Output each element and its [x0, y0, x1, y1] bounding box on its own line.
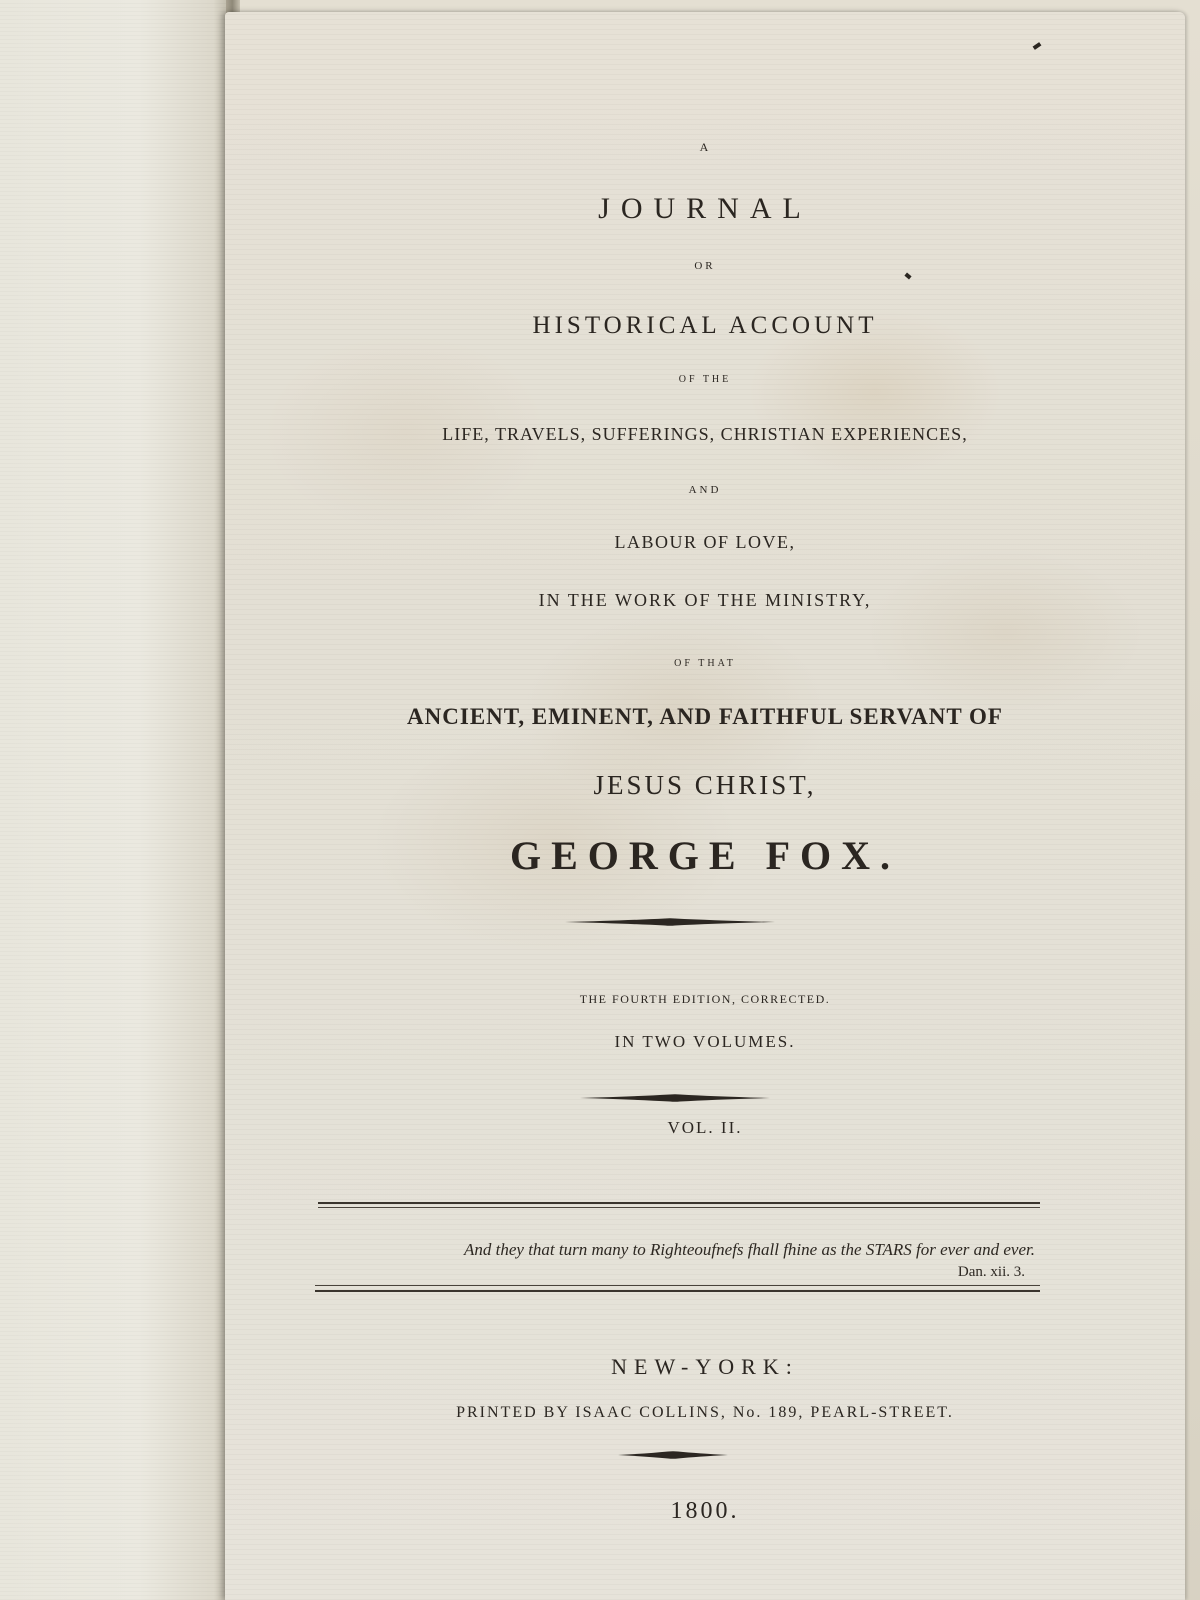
ink-speck: [904, 273, 911, 280]
left-flyleaf: [0, 0, 232, 1600]
title-ministry-line: IN THE WORK OF THE MINISTRY,: [538, 590, 872, 610]
title-and: AND: [688, 484, 722, 496]
title-page: [225, 12, 1185, 1600]
ornamental-rule: [580, 1093, 770, 1103]
ornamental-rule: [618, 1450, 728, 1460]
author-name: GEORGE FOX.: [509, 833, 901, 878]
ink-speck: [1033, 42, 1042, 50]
double-rule-top: [318, 1202, 1040, 1204]
volume-number: VOL. II.: [667, 1118, 743, 1137]
double-rule-top: [318, 1207, 1040, 1208]
edition-note: THE FOURTH EDITION, CORRECTED.: [579, 992, 831, 1006]
double-rule-bottom: [315, 1290, 1040, 1292]
double-rule-bottom: [315, 1285, 1040, 1286]
volumes-note: IN TWO VOLUMES.: [614, 1032, 796, 1051]
title-jesus-line: JESUS CHRIST,: [593, 770, 817, 800]
epigraph-citation: Dan. xii. 3.: [957, 1264, 1025, 1280]
title-of-the: OF THE: [678, 374, 732, 385]
title-labour-line: LABOUR OF LOVE,: [614, 532, 796, 552]
title-servant-line: ANCIENT, EMINENT, AND FAITHFUL SERVANT OF: [407, 704, 1003, 729]
ornamental-rule: [565, 917, 775, 927]
title-historical-account: HISTORICAL ACCOUNT: [532, 312, 878, 339]
title-or: OR: [694, 260, 716, 272]
title-of-that: OF THAT: [674, 658, 736, 669]
imprint-printer: PRINTED BY ISAAC COLLINS, No. 189, PEARL-STREET.: [456, 1404, 954, 1421]
title-life-line: LIFE, TRAVELS, SUFFERINGS, CHRISTIAN EXPERIENCES,: [442, 424, 968, 444]
imprint-year: 1800.: [670, 1498, 740, 1524]
epigraph: And they that turn many to Righteoufnefs fhall fhine as the STARS for ever and ever.: [464, 1240, 1035, 1259]
title-article: A: [699, 140, 711, 154]
imprint-city: NEW-YORK:: [611, 1354, 799, 1379]
title-journal: JOURNAL: [598, 192, 812, 225]
